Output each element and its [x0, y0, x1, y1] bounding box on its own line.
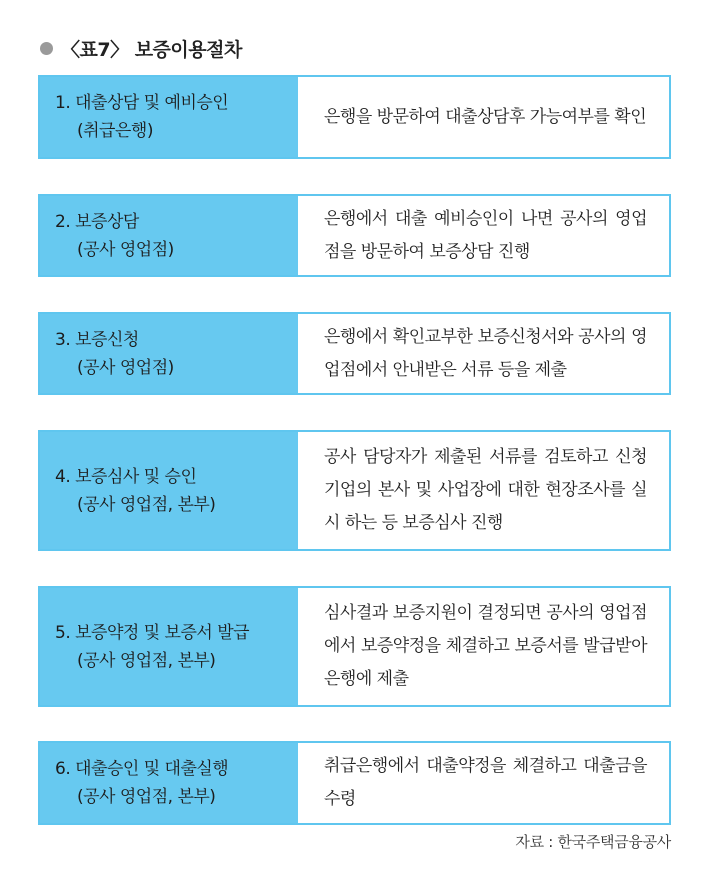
step-description-text: 취급은행에서 대출약정을 체결하고 대출금을 수령	[324, 756, 647, 809]
step-label-cell	[40, 743, 298, 823]
table-title-text: 〈표7〉 보증이용절차	[61, 38, 242, 61]
step-description-text: 심사결과 보증지원이 결정되면 공사의 영업점에서 보증약정을 체결하고 보증서를 발급받아 은행에 제출	[324, 603, 647, 689]
step-title: 2. 보증상담	[55, 211, 139, 232]
bullet-icon	[40, 42, 53, 55]
step-description	[298, 743, 669, 823]
step-row	[38, 741, 671, 825]
step-description-text: 은행을 방문하여 대출상담후 가능여부를 확인	[324, 106, 647, 127]
step-row	[38, 194, 671, 277]
step-row	[38, 586, 671, 707]
step-description	[298, 196, 669, 275]
step-label-cell	[40, 196, 298, 275]
step-title: 3. 보증신청	[55, 329, 139, 350]
step-sub: (공사 영업점, 본부)	[77, 650, 216, 671]
source-note: 자료 : 한국주택금융공사	[515, 833, 671, 851]
step-description	[298, 314, 669, 393]
step-label-cell	[40, 314, 298, 393]
step-row	[38, 430, 671, 551]
step-description-text: 은행에서 확인교부한 보증신청서와 공사의 영업점에서 안내받은 서류 등을 제출	[324, 326, 647, 380]
step-sub: (공사 영업점)	[77, 239, 174, 260]
step-label-cell	[40, 588, 298, 705]
step-description-text: 은행에서 대출 예비승인이 나면 공사의 영업점을 방문하여 보증상담 진행	[324, 208, 647, 262]
step-title: 1. 대출상담 및 예비승인	[55, 93, 229, 113]
step-description	[298, 432, 669, 549]
step-label-cell	[40, 77, 298, 157]
step-row	[38, 75, 671, 159]
step-description	[298, 588, 669, 705]
step-description	[298, 77, 669, 157]
step-sub: (공사 영업점)	[77, 357, 174, 378]
step-title: 5. 보증약정 및 보증서 발급	[55, 622, 250, 643]
step-label-cell	[40, 432, 298, 549]
step-row	[38, 312, 671, 395]
step-sub: (공사 영업점, 본부)	[77, 787, 216, 807]
step-title: 4. 보증심사 및 승인	[55, 466, 197, 487]
step-sub: (취급은행)	[77, 121, 153, 141]
step-title: 6. 대출승인 및 대출실행	[55, 759, 229, 779]
table-title	[40, 35, 242, 61]
step-description-text: 공사 담당자가 제출된 서류를 검토하고 신청기업의 본사 및 사업장에 대한 현장조사를 실시 하는 등 보증심사 진행	[324, 447, 647, 533]
step-sub: (공사 영업점, 본부)	[77, 494, 216, 515]
